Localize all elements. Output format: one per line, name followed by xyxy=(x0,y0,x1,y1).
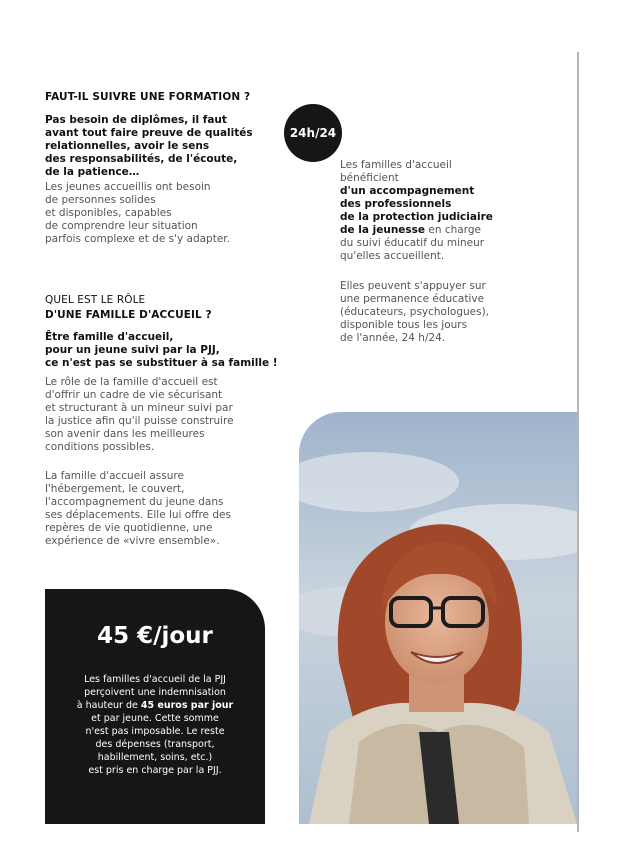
role-lead-line: Être famille d'accueil, xyxy=(45,331,174,343)
role-heading-line2: D'UNE FAMILLE D'ACCUEIL ? xyxy=(45,309,212,321)
portrait-photo xyxy=(299,412,577,824)
support-paragraph-2 xyxy=(340,280,489,345)
role-p2-line: l'accompagnement du jeune dans xyxy=(45,496,224,508)
indemnity-line xyxy=(45,699,265,712)
role-p2-line: expérience de «vivre ensemble». xyxy=(45,535,220,547)
indemnity-box xyxy=(45,589,265,824)
role-p1-line: et structurant à un mineur suivi par xyxy=(45,402,233,414)
role-lead-line: ce n'est pas se substituer à sa famille ! xyxy=(45,357,278,369)
indemnity-line: habillement, soins, etc.) xyxy=(97,752,213,763)
indemnity-price: 45 €/jour xyxy=(97,623,213,649)
formation-body-line: de comprendre leur situation xyxy=(45,220,198,232)
indemnity-line: des dépenses (transport, xyxy=(95,739,215,750)
formation-heading: FAUT-IL SUIVRE UNE FORMATION ? xyxy=(45,91,251,103)
support-normal: en charge xyxy=(425,224,481,236)
formation-body-line: Les jeunes accueillis ont besoin xyxy=(45,181,211,193)
support-bold: des professionnels xyxy=(340,198,452,210)
role-heading-line1: QUEL EST LE RÔLE xyxy=(45,294,146,306)
formation-body-line: parfois complexe et de s'y adapter. xyxy=(45,233,230,245)
role-p1-line: la justice afin qu'il puisse construire xyxy=(45,415,234,427)
role-lead-line: pour un jeune suivi par la PJJ, xyxy=(45,344,220,356)
role-p2-line: La famille d'accueil assure xyxy=(45,470,184,482)
formation-body-line: et disponibles, capables xyxy=(45,207,172,219)
portrait-illustration xyxy=(299,412,577,824)
support-p2-line: de l'année, 24 h/24. xyxy=(340,332,446,344)
role-paragraph-1 xyxy=(45,376,234,454)
formation-lead-line: de la patience… xyxy=(45,166,140,178)
support-p2-line: Elles peuvent s'appuyer sur xyxy=(340,280,486,292)
support-line: du suivi éducatif du mineur xyxy=(340,237,485,249)
support-line xyxy=(340,185,493,198)
support-line xyxy=(340,198,493,211)
indemnity-bold: 45 euros par jour xyxy=(140,700,234,711)
support-bold: de la jeunesse xyxy=(340,224,426,236)
formation-lead-line: relationnelles, avoir le sens xyxy=(45,140,210,152)
page-edge-divider xyxy=(577,52,579,832)
support-line: bénéficient xyxy=(340,172,399,184)
formation-lead xyxy=(45,114,253,179)
indemnity-line: perçoivent une indemnisation xyxy=(84,687,226,698)
role-p1-line: conditions possibles. xyxy=(45,441,155,453)
role-p2-line: ses déplacements. Elle lui offre des xyxy=(45,509,231,521)
indemnity-line: Les familles d'accueil de la PJJ xyxy=(84,674,226,685)
role-heading xyxy=(45,293,212,323)
support-paragraph-1 xyxy=(340,159,493,263)
role-p1-line: Le rôle de la famille d'accueil est xyxy=(45,376,218,388)
availability-badge: 24h/24 xyxy=(284,104,342,162)
formation-lead-line: Pas besoin de diplômes, il faut xyxy=(45,114,227,126)
formation-lead-line: avant tout faire preuve de qualités xyxy=(45,127,253,139)
support-p2-line: (éducateurs, psychologues), xyxy=(340,306,490,318)
support-p2-line: disponible tous les jours xyxy=(340,319,468,331)
indemnity-text xyxy=(45,673,265,777)
role-paragraph-2 xyxy=(45,470,231,548)
formation-body-line: de personnes solides xyxy=(45,194,156,206)
support-line: Les familles d'accueil xyxy=(340,159,452,171)
role-p1-line: son avenir dans les meilleures xyxy=(45,428,205,440)
role-lead xyxy=(45,331,278,370)
indemnity-line: et par jeune. Cette somme xyxy=(91,713,219,724)
support-bold: de la protection judiciaire xyxy=(340,211,493,223)
support-bold: d'un accompagnement xyxy=(340,185,475,197)
role-p1-line: d'offrir un cadre de vie sécurisant xyxy=(45,389,223,401)
formation-body xyxy=(45,181,230,246)
indemnity-normal: à hauteur de xyxy=(76,700,141,711)
support-line: qu'elles accueillent. xyxy=(340,250,445,262)
support-p2-line: une permanence éducative xyxy=(340,293,485,305)
support-line xyxy=(340,211,493,224)
support-line xyxy=(340,224,493,237)
formation-lead-line: des responsabilités, de l'écoute, xyxy=(45,153,238,165)
role-p2-line: repères de vie quotidienne, une xyxy=(45,522,213,534)
indemnity-line: est pris en charge par la PJJ. xyxy=(88,765,222,776)
role-p2-line: l'hébergement, le couvert, xyxy=(45,483,185,495)
indemnity-line: n'est pas imposable. Le reste xyxy=(85,726,225,737)
